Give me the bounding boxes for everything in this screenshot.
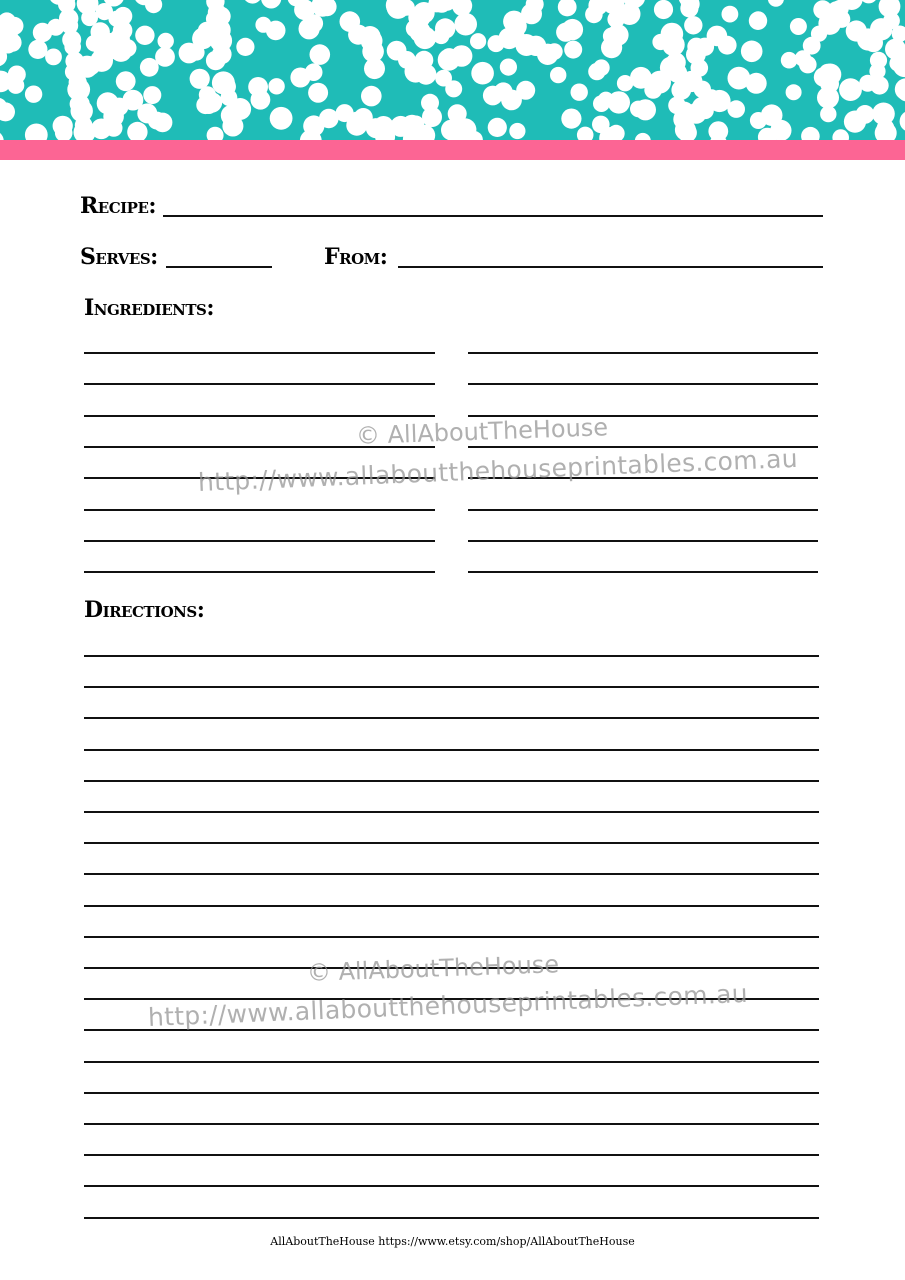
confetti-dot: [630, 67, 652, 89]
confetti-dot: [727, 100, 745, 118]
confetti-dot: [113, 21, 133, 41]
confetti-dot: [870, 18, 892, 40]
confetti-dot: [741, 41, 763, 63]
ingredient-line[interactable]: [84, 540, 435, 542]
direction-line[interactable]: [84, 842, 819, 844]
confetti-dot: [222, 116, 243, 137]
confetti-dot: [25, 86, 42, 103]
direction-line[interactable]: [84, 1154, 819, 1156]
confetti-dot: [749, 12, 767, 30]
confetti-dot: [387, 41, 407, 61]
ingredient-line[interactable]: [468, 571, 818, 573]
confetti-dot: [212, 71, 235, 94]
recipe-label: Recipe:: [80, 193, 157, 219]
confetti-dot: [140, 58, 159, 77]
confetti-dot: [607, 24, 629, 46]
confetti-dot: [236, 38, 254, 56]
confetti-dot: [818, 12, 841, 35]
direction-line[interactable]: [84, 873, 819, 875]
direction-line[interactable]: [84, 1061, 819, 1063]
confetti-dot: [190, 69, 210, 89]
serves-label: Serves:: [80, 244, 158, 270]
confetti-dot: [158, 33, 174, 49]
confetti-dot: [550, 67, 566, 83]
pink-stripe: [0, 140, 905, 160]
confetti-dot: [81, 9, 98, 26]
confetti-dot: [608, 91, 630, 113]
confetti-dot: [680, 0, 698, 18]
confetti-dot: [96, 3, 113, 20]
confetti-dot: [509, 123, 525, 139]
directions-heading: Directions:: [84, 597, 205, 623]
confetti-dot: [790, 18, 807, 35]
direction-line[interactable]: [84, 1092, 819, 1094]
confetti-dot: [211, 7, 230, 26]
confetti-dot: [105, 119, 123, 137]
confetti-dot: [483, 86, 503, 106]
confetti-dot: [684, 16, 702, 34]
serves-line[interactable]: [166, 266, 272, 268]
confetti-dot: [135, 26, 154, 45]
confetti-dot: [571, 84, 588, 101]
confetti-dot: [561, 109, 581, 129]
confetti-dot: [870, 52, 887, 69]
direction-line[interactable]: [84, 1185, 819, 1187]
confetti-dot: [817, 87, 839, 109]
confetti-dot: [422, 107, 442, 127]
direction-line[interactable]: [84, 1123, 819, 1125]
direction-line[interactable]: [84, 655, 819, 657]
confetti-dot: [255, 17, 271, 33]
watermark-copyright-top: © AllAboutTheHouse: [355, 413, 609, 450]
confetti-dot: [652, 34, 668, 50]
confetti-dot: [47, 19, 64, 36]
confetti-dot: [362, 41, 384, 63]
confetti-dot: [470, 33, 486, 49]
direction-line[interactable]: [84, 936, 819, 938]
confetti-dot: [454, 13, 477, 36]
direction-line[interactable]: [84, 780, 819, 782]
confetti-dot: [746, 73, 767, 94]
confetti-dot: [268, 78, 284, 94]
ingredient-line[interactable]: [84, 415, 435, 417]
ingredients-heading: Ingredients:: [84, 295, 214, 321]
confetti-dot: [471, 62, 494, 85]
confetti-dot: [697, 102, 714, 119]
ingredient-line[interactable]: [468, 509, 818, 511]
confetti-dot: [45, 49, 62, 66]
confetti-dot: [820, 106, 836, 122]
footer-credit: AllAboutTheHouse https://www.etsy.com/shop/AllAboutTheHouse: [270, 1235, 635, 1248]
ingredient-line[interactable]: [468, 352, 818, 354]
ingredient-line[interactable]: [468, 540, 818, 542]
confetti-dot: [354, 108, 373, 127]
ingredient-line[interactable]: [84, 383, 435, 385]
confetti-dot: [361, 86, 382, 107]
confetti-dot: [635, 99, 656, 120]
confetti-dot: [110, 98, 128, 116]
confetti-dot: [305, 14, 323, 32]
watermark-url-bottom: http://www.allaboutthehouseprintables.com.au: [147, 978, 749, 1032]
confetti-dot: [844, 111, 866, 133]
confetti-dot: [562, 19, 583, 40]
ingredient-line[interactable]: [84, 571, 435, 573]
confetti-dot: [0, 37, 17, 54]
confetti-dot: [795, 50, 811, 66]
confetti-dot: [686, 45, 706, 65]
recipe-line[interactable]: [163, 215, 823, 217]
confetti-dot: [722, 6, 739, 23]
direction-line[interactable]: [84, 717, 819, 719]
confetti-pattern: [0, 0, 905, 140]
from-label: From:: [324, 244, 388, 270]
direction-line[interactable]: [84, 686, 819, 688]
confetti-dot: [310, 44, 331, 65]
ingredient-line[interactable]: [468, 383, 818, 385]
confetti-dot: [488, 118, 507, 137]
confetti-dot: [564, 41, 582, 59]
confetti-dot: [516, 81, 535, 100]
confetti-dot: [654, 0, 673, 19]
confetti-dot: [319, 109, 339, 129]
confetti-dot: [305, 63, 323, 81]
confetti-dot: [839, 78, 862, 101]
confetti-dot: [308, 83, 328, 103]
confetti-dot: [143, 86, 161, 104]
confetti-dot: [660, 57, 683, 80]
ingredient-line[interactable]: [84, 509, 435, 511]
confetti-dot: [433, 28, 449, 44]
confetti-dot: [585, 6, 603, 24]
confetti-dot: [889, 55, 905, 71]
confetti-dot: [28, 40, 47, 59]
confetti-dot: [546, 43, 563, 60]
confetti-dot: [786, 84, 802, 100]
confetti-dot: [445, 80, 462, 97]
confetti-dot: [617, 75, 633, 91]
direction-line[interactable]: [84, 749, 819, 751]
from-line[interactable]: [398, 266, 823, 268]
confetti-dot: [416, 64, 437, 85]
confetti-dot: [410, 7, 430, 27]
confetti-dot: [202, 92, 222, 112]
confetti-dot: [348, 24, 368, 44]
confetti-dot: [707, 26, 728, 47]
direction-line[interactable]: [84, 811, 819, 813]
confetti-dot: [846, 20, 867, 41]
confetti-dot: [91, 31, 110, 50]
confetti-dot: [819, 64, 841, 86]
confetti-dot: [877, 119, 895, 137]
watermark-url-top: http://www.allaboutthehouseprintables.com.au: [197, 443, 799, 497]
confetti-dot: [668, 97, 686, 115]
confetti-dot: [155, 47, 175, 67]
confetti-dot: [248, 77, 268, 97]
confetti-dot: [153, 113, 173, 133]
confetti-dot: [593, 95, 610, 112]
confetti-dot: [694, 81, 711, 98]
confetti-dot: [503, 11, 525, 33]
direction-line[interactable]: [84, 1217, 819, 1219]
confetti-dot: [500, 59, 517, 76]
confetti-dot: [116, 71, 136, 91]
ingredient-line[interactable]: [84, 352, 435, 354]
confetti-banner: [0, 0, 905, 140]
confetti-dot: [198, 22, 217, 41]
direction-line[interactable]: [84, 905, 819, 907]
confetti-dot: [588, 63, 605, 80]
confetti-dot: [270, 107, 293, 130]
confetti-dot: [451, 45, 473, 67]
confetti-dot: [76, 56, 98, 78]
watermark-copyright-bottom: © AllAboutTheHouse: [306, 950, 560, 987]
